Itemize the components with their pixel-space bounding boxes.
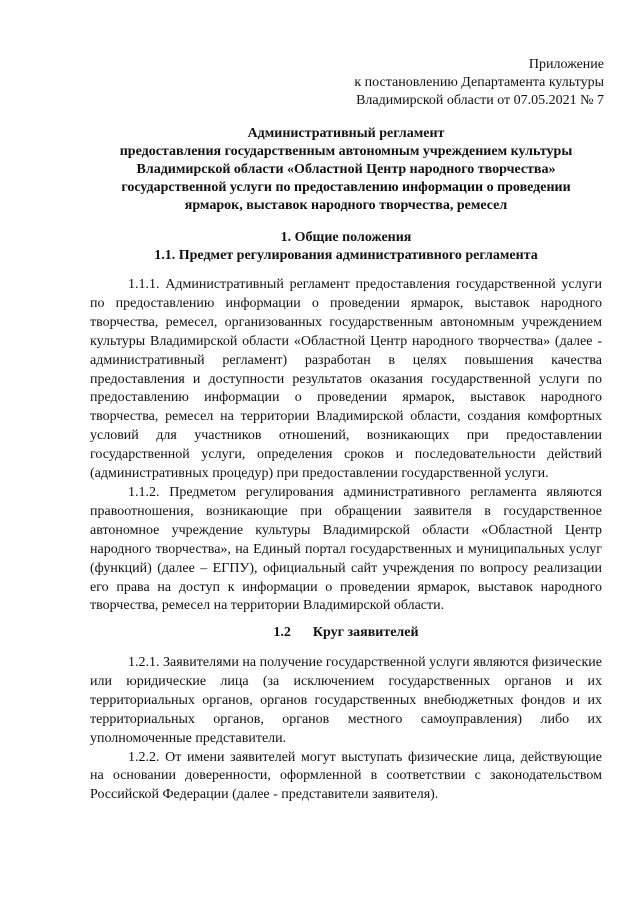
- section-1-heading: [90, 229, 602, 265]
- paragraph-1-1-2: 1.1.2. Предметом регулирования административного регламента являются правоотношения, возникающие при обращении заявителя в государственное автономное учреждение культуры Владимирской области «Областной Центр народного творчества», на Единый портал государственных и муниципальных услуг (функций) (далее – ЕГПУ), официальный сайт учреждения по вопросу реализации его права на доступ к информации о проведении ярмарок, выставок народного творчества, ремесел на территории Владимирской области.: [90, 484, 602, 614]
- appendix-resolution: к постановлению Департамента культуры: [354, 75, 604, 90]
- appendix-date: Владимирской области от 07.05.2021 № 7: [356, 93, 604, 108]
- appendix-header: [354, 56, 604, 110]
- paragraph-1-2-1: 1.2.1. Заявителями на получение государственной услуги являются физические или юридические лица (за исключением государственных органов и их территориальных органов, органов государственных внебюджетных фондов и их территориальных органов, органов местного самоуправления) либо их уполномоченные представители.: [90, 655, 602, 746]
- section-2-number: 1.2: [273, 625, 291, 640]
- appendix-label: Приложение: [528, 57, 604, 72]
- title-line-4: государственной услуги по предоставлению информации о проведении: [121, 180, 571, 195]
- title-line-3: Владимирской области «Областной Центр народного творчества»: [136, 162, 556, 177]
- document-title: [90, 125, 602, 215]
- title-line-2: предоставления государственным автономным учреждением культуры: [119, 144, 573, 159]
- section-1-title: 1. Общие положения: [280, 230, 412, 245]
- section-2-body: [90, 654, 602, 805]
- section-1-body: [90, 276, 602, 616]
- title-line-1: Административный регламент: [247, 126, 445, 141]
- section-2-heading: [90, 623, 602, 642]
- title-line-5: ярмарок, выставок народного творчества, ремесел: [184, 198, 508, 213]
- paragraph-1-1-1: 1.1.1. Административный регламент предоставления государственной услуги по предоставлению информации о проведении ярмарок, выставок народного творчества, ремесел, организованных государственным автономным учреждением культуры Владимирской области «Областной Центр народного творчества» (далее - административный регламент) разработан в целях повышения качества предоставления и доступности результатов оказания государственной услуги по предоставлению информации о проведении ярмарок, выставок народного творчества, ремесел на территории Владимирской области, создания комфортных условий для участников отношений, возникающих при предоставлении государственной услуги, определения сроков и последовательности действий (административных процедур) при предоставлении государственной услуги.: [90, 277, 602, 482]
- section-2-title: Круг заявителей: [312, 625, 419, 640]
- paragraph-1-2-2: 1.2.2. От имени заявителей могут выступать физические лица, действующие на основании доверенности, оформленной в соответствии с законодательством Российской Федерации (далее - представители заявителя).: [90, 749, 602, 803]
- section-1-1-title: 1.1. Предмет регулирования административного регламента: [154, 248, 538, 263]
